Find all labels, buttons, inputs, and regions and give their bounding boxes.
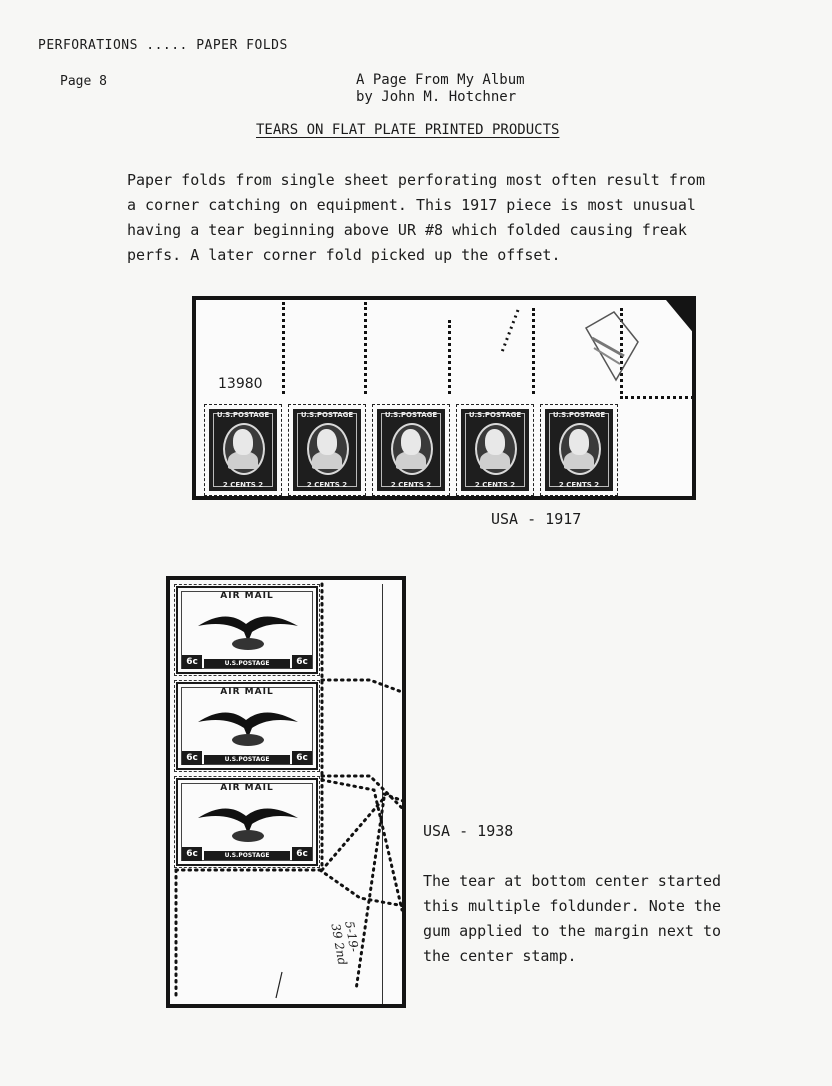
denomination-left: 6c [182, 751, 202, 765]
stamp-top-label: U.S.POSTAGE [216, 411, 270, 419]
perforation-line [448, 320, 451, 394]
stamp-top-label: U.S.POSTAGE [300, 411, 354, 419]
perforation-line [532, 308, 535, 394]
torn-corner [666, 300, 696, 340]
intro-line: a corner catching on equipment. This 1917 piece is most unusual [127, 196, 696, 214]
section-title: TEARS ON FLAT PLATE PRINTED PRODUCTS [256, 122, 560, 138]
description-paragraph [423, 869, 721, 969]
stamp-bottom-label: 2 CENTS 2 [474, 481, 516, 489]
denomination-left: 6c [182, 655, 202, 669]
stamp-bottom-label: 2 CENTS 2 [222, 481, 264, 489]
stamp-bottom-label: 2 CENTS 2 [558, 481, 600, 489]
caption-1938: USA - 1938 [423, 822, 514, 840]
freak-perforations [170, 580, 406, 1008]
stamp-top-label: AIR MAIL [220, 687, 274, 697]
washington-stamp [458, 406, 532, 494]
page-number: Page 8 [60, 74, 107, 89]
denomination-left: 6c [182, 847, 202, 861]
plate-number: 13980 [218, 376, 263, 392]
perforation-line [364, 302, 367, 394]
perforation-line [620, 396, 694, 399]
freak-perf-mark [496, 306, 526, 356]
description-line: the center stamp. [423, 947, 577, 965]
denomination-right: 6c [292, 655, 312, 669]
author-line: by John M. Hotchner [356, 89, 517, 105]
stamp-bottom-label: 2 CENTS 2 [306, 481, 348, 489]
stamp-top-label: U.S.POSTAGE [468, 411, 522, 419]
washington-stamp [542, 406, 616, 494]
stamp-top-label: U.S.POSTAGE [552, 411, 606, 419]
perforation-line [282, 302, 285, 394]
corner-fold-offset [576, 308, 646, 386]
stamp-bottom-label: U.S.POSTAGE [204, 659, 290, 668]
stamp-bottom-label: 2 CENTS 2 [390, 481, 432, 489]
description-line: gum applied to the margin next to [423, 922, 722, 940]
stamp-strip-1917 [192, 296, 696, 500]
intro-line: having a tear beginning above UR #8 which folded causing freak [127, 221, 687, 239]
washington-stamp [290, 406, 364, 494]
description-line: this multiple foldunder. Note the [423, 897, 722, 915]
album-title: A Page From My Album [356, 72, 525, 88]
description-line: The tear at bottom center started [423, 872, 722, 890]
denomination-right: 6c [292, 751, 312, 765]
stamp-top-label: U.S.POSTAGE [384, 411, 438, 419]
stamp-top-label: AIR MAIL [220, 783, 274, 793]
intro-line: perfs. A later corner fold picked up the offset. [127, 246, 561, 264]
washington-stamp [206, 406, 280, 494]
handwritten-date-note: 5-19-39 2nd [328, 920, 362, 967]
stamp-top-label: AIR MAIL [220, 591, 274, 601]
washington-stamp [374, 406, 448, 494]
category-heading: PERFORATIONS ..... PAPER FOLDS [38, 38, 288, 53]
intro-paragraph [127, 168, 705, 268]
stamp-bottom-label: U.S.POSTAGE [204, 851, 290, 860]
intro-line: Paper folds from single sheet perforating most often result from [127, 171, 705, 189]
denomination-right: 6c [292, 847, 312, 861]
stamp-block-1938 [166, 576, 406, 1008]
caption-1917: USA - 1917 [491, 510, 582, 528]
stamp-bottom-label: U.S.POSTAGE [204, 755, 290, 764]
